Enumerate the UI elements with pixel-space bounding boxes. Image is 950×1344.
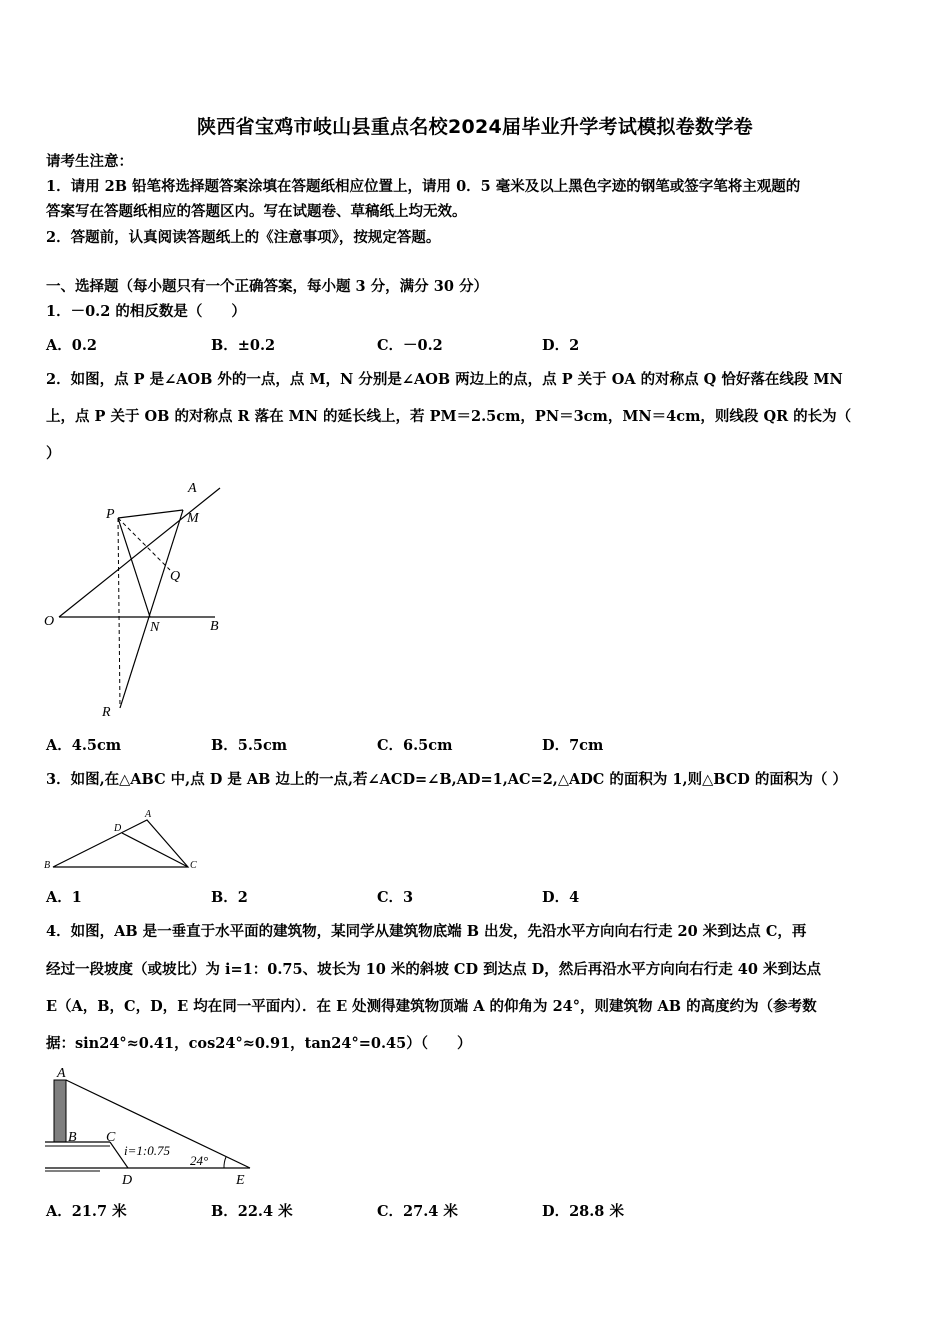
label-q: Q bbox=[170, 569, 181, 584]
question-4-text: 据：sin24°≈0.41，cos24°≈0.91，tan24°=0.45）（ ） bbox=[46, 1035, 472, 1052]
label-p: P bbox=[106, 507, 115, 522]
label-r: R bbox=[102, 705, 111, 720]
segment-pr bbox=[118, 518, 120, 708]
notice-line: 2．答题前，认真阅读答题纸上的《注意事项》，按规定答题。 bbox=[46, 229, 441, 246]
question-4-text: E（A，B，C，D，E 均在同一平面内）．在 E 处测得建筑物顶端 A 的仰角为 24°，则建筑物 AB 的高度约为（参考数 bbox=[46, 998, 817, 1015]
notice-line: 答案写在答题纸相应的答题区内。写在试题卷、草稿纸上均无效。 bbox=[46, 203, 467, 220]
segment-pm bbox=[118, 510, 183, 518]
q4-option-b[interactable]: B．22.4 米 bbox=[211, 1203, 293, 1220]
section-heading: 一、选择题（每小题只有一个正确答案，每小题 3 分，满分 30 分） bbox=[46, 278, 488, 295]
label-a: A bbox=[57, 1066, 66, 1081]
question-4-text: 经过一段坡度（或坡比）为 i=1：0.75、坡长为 10 米的斜坡 CD 到达点 D，然后再沿水平方向向右行走 40 米到达点 bbox=[46, 961, 821, 978]
label-a: A bbox=[188, 481, 197, 496]
q1-option-a[interactable]: A．0.2 bbox=[46, 337, 97, 354]
q3-option-b[interactable]: B．2 bbox=[211, 889, 248, 906]
segment-mr bbox=[120, 510, 183, 708]
label-c: C bbox=[190, 860, 197, 871]
label-b: B bbox=[210, 619, 219, 634]
slope-label: i=1:0.75 bbox=[124, 1143, 170, 1158]
question-3-figure bbox=[40, 804, 210, 874]
q4-option-c[interactable]: C．27.4 米 bbox=[377, 1203, 458, 1220]
q2-option-b[interactable]: B．5.5cm bbox=[211, 737, 288, 754]
label-n: N bbox=[150, 620, 160, 635]
q1-option-c[interactable]: C．－0.2 bbox=[377, 337, 443, 354]
q3-option-d[interactable]: D．4 bbox=[542, 889, 580, 906]
ray-oa bbox=[59, 488, 220, 617]
q4-option-a[interactable]: A．21.7 米 bbox=[46, 1203, 127, 1220]
segment-cd bbox=[122, 833, 188, 867]
page-title: 陕西省宝鸡市岐山县重点名校2024届毕业升学考试模拟卷数学卷 bbox=[197, 116, 753, 138]
q2-option-a[interactable]: A．4.5cm bbox=[46, 737, 122, 754]
label-e: E bbox=[236, 1173, 245, 1188]
q4-option-d[interactable]: D．28.8 米 bbox=[542, 1203, 624, 1220]
q2-option-c[interactable]: C．6.5cm bbox=[377, 737, 453, 754]
question-2-text: 上，点 P 关于 OB 的对称点 R 落在 MN 的延长线上，若 PM＝2.5cm，PN＝3cm，MN＝4cm，则线段 QR 的长为（ bbox=[46, 408, 852, 425]
question-2-text: 2．如图，点 P 是∠AOB 外的一点，点 M，N 分别是∠AOB 两边上的点，点 P 关于 OA 的对称点 Q 恰好落在线段 MN bbox=[46, 371, 843, 388]
angle-label: 24° bbox=[190, 1153, 209, 1168]
question-2-figure bbox=[40, 478, 240, 723]
label-b: B bbox=[68, 1130, 77, 1145]
label-o: O bbox=[44, 614, 55, 629]
q1-option-b[interactable]: B．±0.2 bbox=[211, 337, 276, 354]
question-4-figure bbox=[40, 1062, 260, 1192]
question-1-text: 1．－0.2 的相反数是（ ） bbox=[46, 303, 246, 320]
q1-option-d[interactable]: D．2 bbox=[542, 337, 580, 354]
label-a: A bbox=[145, 809, 152, 820]
building-ab bbox=[54, 1080, 66, 1142]
question-3-text: 3．如图,在△ABC 中,点 D 是 AB 边上的一点,若∠ACD=∠B,AD=1,AC=2,△ADC 的面积为 1,则△BCD 的面积为（ ） bbox=[46, 771, 847, 788]
label-c: C bbox=[106, 1130, 116, 1145]
label-d: D bbox=[122, 1173, 133, 1188]
notice-line: 1．请用 2B 铅笔将选择题答案涂填在答题纸相应位置上，请用 0．5 毫米及以上黑色字迹的钢笔或签字笔将主观题的 bbox=[46, 178, 801, 195]
label-b: B bbox=[44, 860, 51, 871]
angle-arc bbox=[224, 1157, 226, 1168]
label-m: M bbox=[187, 511, 199, 526]
question-4-text: 4．如图，AB 是一垂直于水平面的建筑物，某同学从建筑物底端 B 出发，先沿水平方向向右行走 20 米到达点 C，再 bbox=[46, 923, 807, 940]
q3-option-c[interactable]: C．3 bbox=[377, 889, 414, 906]
q2-option-d[interactable]: D．7cm bbox=[542, 737, 604, 754]
segment-pn bbox=[118, 518, 150, 617]
notice-heading: 请考生注意： bbox=[46, 153, 133, 170]
label-d: D bbox=[114, 823, 122, 834]
q3-option-a[interactable]: A．1 bbox=[46, 889, 82, 906]
question-2-text: ） bbox=[46, 445, 61, 462]
